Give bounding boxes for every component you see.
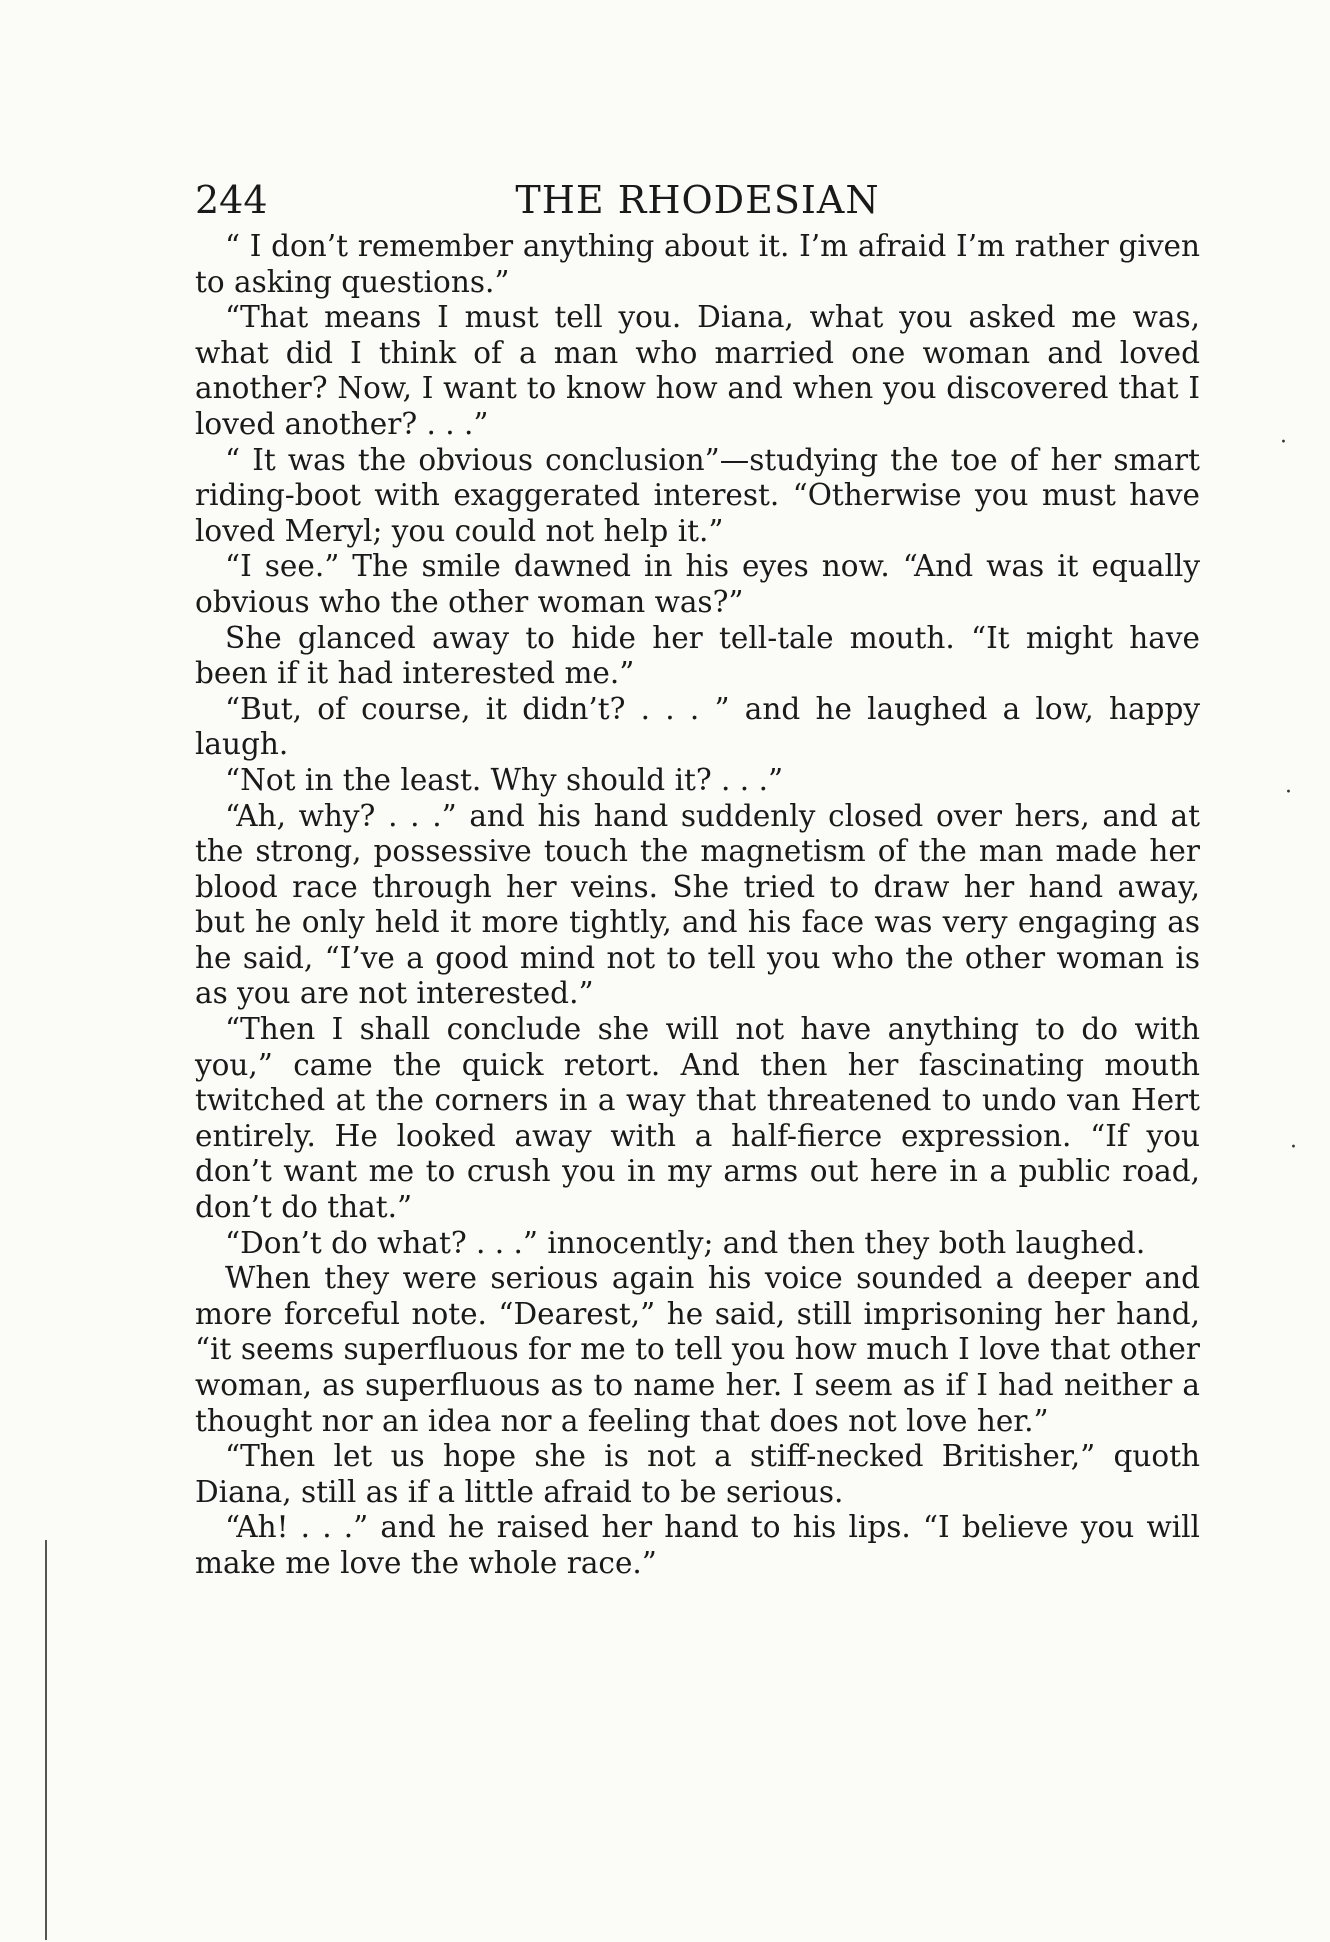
paragraph: “ I don’t remember anything about it. I’m afraid I’m rather given to asking questions.” [195,229,1200,299]
scan-speck: · [1285,780,1292,805]
book-page [195,175,1200,1582]
paragraph: “Then let us hope she is not a stiff-necked Britisher,” quoth Diana, still as if a little afraid to be serious. [195,1439,1200,1509]
paragraph: “But, of course, it didn’t? . . . ” and he laughed a low, happy laugh. [195,691,1200,762]
paragraph: “Then I shall conclude she will not have anything to do with you,” came the quick retort. And then her fascinating mouth twitched at the corners in a way that threatened to undo van Hert entirely. He looked away with a half-fierce expression. “If you don’t want me to crush you in my arms out here in a public road, don’t do that.” [195,1012,1200,1225]
paragraph: “I see.” The smile dawned in his eyes now. “And was it equally obvious who the other woman was?” [195,549,1200,619]
paragraph: “That means I must tell you. Diana, what you asked me was, what did I think of a man who married one woman and loved another? Now, I want to know how and when you discovered that I loved another? . . .” [195,300,1200,441]
paragraph: “ It was the obvious conclusion”—studying the toe of her smart riding-boot with exaggerated interest. “Otherwise you must have loved Meryl; you could not help it.” [195,442,1200,548]
running-title: THE RHODESIAN [515,178,880,222]
scan-edge-line [45,1540,47,1940]
body-text [195,229,1200,1582]
paragraph: “Ah, why? . . .” and his hand suddenly closed over hers, and at the strong, possessive touch the magnetism of the man made her blood race through her veins. She tried to draw her hand away, but he only held it more tightly, and his face was very engaging as he said, “I’ve a good mind not to tell you who the other woman is as you are not interested.” [195,798,1200,1011]
scan-speck: · [1290,1135,1297,1160]
page-header [195,175,1200,225]
paragraph: “Ah! . . .” and he raised her hand to his lips. “I believe you will make me love the whole race.” [195,1510,1200,1580]
paragraph: She glanced away to hide her tell-tale mouth. “It might have been if it had interested me.” [195,620,1200,691]
page-number: 244 [195,178,268,222]
scan-speck: · [1280,430,1287,455]
paragraph: “Not in the least. Why should it? . . .” [225,762,784,797]
paragraph: When they were serious again his voice sounded a deeper and more forceful note. “Dearest,” he said, still imprisoning her hand, “it seems superfluous for me to tell you how much I love that other woman, as superfluous as to name her. I seem as if I had neither a thought nor an idea nor a feeling that does not love her.” [195,1261,1200,1438]
paragraph: “Don’t do what? . . .” innocently; and then they both laughed. [225,1225,1146,1260]
